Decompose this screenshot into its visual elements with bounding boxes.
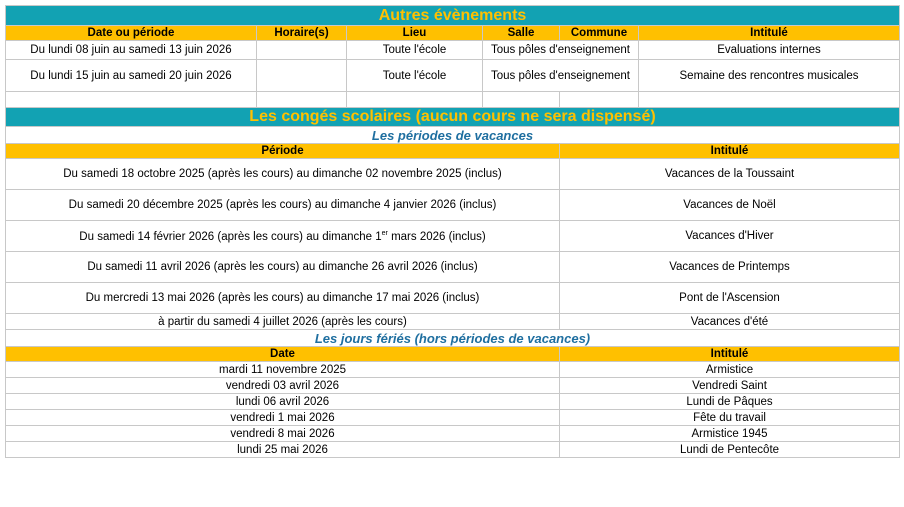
empty-cell [483, 92, 560, 108]
ferie-intitule: Lundi de Pâques [560, 394, 900, 410]
feries-subtitle: Les jours fériés (hors périodes de vacances) [6, 330, 900, 347]
vacances-intitule: Vacances de la Toussaint [560, 159, 900, 190]
empty-cell [6, 92, 257, 108]
vacances-intitule: Vacances de Noël [560, 190, 900, 221]
vacances-header-periode: Période [6, 144, 560, 159]
ferie-intitule: Fête du travail [560, 410, 900, 426]
events-header-horaire: Horaire(s) [257, 26, 347, 41]
table-row [6, 314, 900, 330]
empty-cell [257, 92, 347, 108]
calendar-table [5, 5, 900, 458]
ferie-date: vendredi 03 avril 2026 [6, 378, 560, 394]
vacances-intitule: Vacances d'été [560, 314, 900, 330]
vacances-intitule: Pont de l'Ascension [560, 283, 900, 314]
conges-title: Les congés scolaires (aucun cours ne sera dispensé) [6, 108, 900, 127]
feries-header-date: Date [6, 347, 560, 362]
event-lieu: Toute l'école [347, 60, 483, 92]
events-header-salle: Salle [483, 26, 560, 41]
vacances-periode-ordinal: er [381, 229, 388, 237]
vacances-periode [6, 221, 560, 252]
table-row [6, 252, 900, 283]
vacances-periode: Du mercredi 13 mai 2026 (après les cours) au dimanche 17 mai 2026 (inclus) [6, 283, 560, 314]
vacances-periode-part: Du samedi 14 février 2026 (après les cours) au dimanche 1 [79, 230, 382, 243]
empty-cell [639, 92, 900, 108]
ferie-date: mardi 11 novembre 2025 [6, 362, 560, 378]
vacances-periode: Du samedi 20 décembre 2025 (après les cours) au dimanche 4 janvier 2026 (inclus) [6, 190, 560, 221]
event-lieu: Toute l'école [347, 41, 483, 60]
ferie-date: vendredi 8 mai 2026 [6, 426, 560, 442]
events-title: Autres évènements [6, 6, 900, 26]
table-row [6, 283, 900, 314]
table-row [6, 41, 900, 60]
table-row [6, 442, 900, 458]
event-date: Du lundi 08 juin au samedi 13 juin 2026 [6, 41, 257, 60]
table-row [6, 378, 900, 394]
event-date: Du lundi 15 juin au samedi 20 juin 2026 [6, 60, 257, 92]
table-row [6, 426, 900, 442]
vacances-intitule: Vacances de Printemps [560, 252, 900, 283]
empty-cell [347, 92, 483, 108]
table-row [6, 221, 900, 252]
table-row [6, 60, 900, 92]
ferie-intitule: Vendredi Saint [560, 378, 900, 394]
event-intitule: Semaine des rencontres musicales [639, 60, 900, 92]
event-salle-commune: Tous pôles d'enseignement [483, 41, 639, 60]
ferie-date: lundi 06 avril 2026 [6, 394, 560, 410]
vacances-periode-part: mars 2026 (inclus) [387, 230, 486, 243]
vacances-periode: Du samedi 11 avril 2026 (après les cours) au dimanche 26 avril 2026 (inclus) [6, 252, 560, 283]
feries-header-intitule: Intitulé [560, 347, 900, 362]
empty-cell [560, 92, 639, 108]
table-row [6, 362, 900, 378]
vacances-intitule: Vacances d'Hiver [560, 221, 900, 252]
vacances-header-intitule: Intitulé [560, 144, 900, 159]
event-intitule: Evaluations internes [639, 41, 900, 60]
table-row [6, 394, 900, 410]
table-row [6, 410, 900, 426]
event-horaire [257, 41, 347, 60]
ferie-intitule: Armistice [560, 362, 900, 378]
table-row-empty [6, 92, 900, 108]
ferie-intitule: Armistice 1945 [560, 426, 900, 442]
events-header-lieu: Lieu [347, 26, 483, 41]
events-header-intitule: Intitulé [639, 26, 900, 41]
event-horaire [257, 60, 347, 92]
vacances-periode: à partir du samedi 4 juillet 2026 (après les cours) [6, 314, 560, 330]
vacances-periode: Du samedi 18 octobre 2025 (après les cours) au dimanche 02 novembre 2025 (inclus) [6, 159, 560, 190]
ferie-date: vendredi 1 mai 2026 [6, 410, 560, 426]
events-header-date: Date ou période [6, 26, 257, 41]
event-salle-commune: Tous pôles d'enseignement [483, 60, 639, 92]
ferie-date: lundi 25 mai 2026 [6, 442, 560, 458]
vacances-subtitle: Les périodes de vacances [6, 127, 900, 144]
table-row [6, 159, 900, 190]
events-header-commune: Commune [560, 26, 639, 41]
ferie-intitule: Lundi de Pentecôte [560, 442, 900, 458]
calendar-document [5, 5, 899, 458]
table-row [6, 190, 900, 221]
